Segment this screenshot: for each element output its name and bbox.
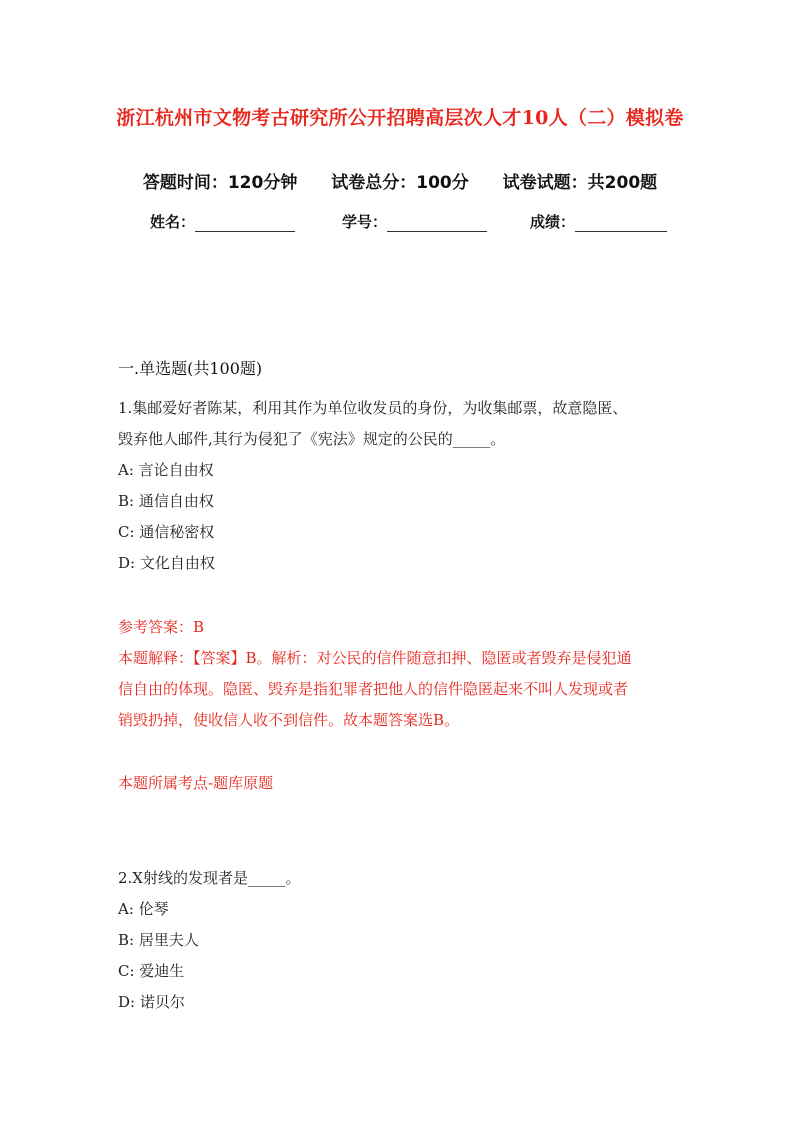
- section-heading: 一.单选题(共100题): [118, 359, 263, 378]
- question-2: [118, 863, 301, 1018]
- question-stem: 毁弃他人邮件,其行为侵犯了《宪法》规定的公民的_____。: [118, 430, 506, 448]
- document-title: 浙江杭州市文物考古研究所公开招聘高层次人才10人（二）模拟卷: [116, 107, 684, 129]
- explanation-line: 本题解释：【答案】B。解析：对公民的信件随意扣押、隐匿或者毁弃是侵犯通: [118, 649, 632, 667]
- grade-label: 成绩：: [530, 213, 576, 231]
- id-blank: [387, 215, 487, 232]
- exam-total-score: 试卷总分：100分: [331, 173, 469, 193]
- reference-answer: 参考答案：B: [118, 618, 205, 636]
- explanation-line: 销毁扔掉，使收信人收不到信件。故本题答案选B。: [118, 711, 460, 729]
- option-b: B: 通信自由权: [118, 492, 214, 510]
- option-c: C: 通信秘密权: [118, 523, 215, 541]
- question-stem: 2.X射线的发现者是_____。: [118, 869, 301, 887]
- option-a: A: 伦琴: [118, 900, 169, 918]
- option-c: C: 爱迪生: [118, 962, 185, 980]
- name-label: 姓名：: [150, 213, 196, 231]
- exam-time: 答题时间：120分钟: [142, 173, 298, 193]
- source-label: 本题所属考点-题库原题: [118, 774, 274, 792]
- option-a: A: 言论自由权: [118, 461, 214, 479]
- exam-question-count: 试卷试题：共200题: [502, 173, 658, 193]
- explanation-line: 信自由的体现。隐匿、毁弃是指犯罪者把他人的信件隐匿起来不叫人发现或者: [118, 680, 629, 698]
- option-b: B: 居里夫人: [118, 931, 199, 949]
- option-d: D: 文化自由权: [118, 554, 215, 572]
- grade-blank: [575, 215, 667, 232]
- option-d: D: 诺贝尔: [118, 993, 185, 1011]
- name-blank: [195, 215, 295, 232]
- grade-field: [530, 211, 667, 232]
- name-field: [150, 211, 295, 232]
- question-1: [118, 393, 627, 579]
- id-field: [342, 211, 487, 232]
- question-stem: 1.集邮爱好者陈某，利用其作为单位收发员的身份，为收集邮票，故意隐匿、: [118, 399, 628, 417]
- answer-block: [118, 612, 678, 736]
- exam-meta: [0, 168, 800, 193]
- id-label: 学号：: [342, 213, 388, 231]
- question-source: [118, 768, 678, 799]
